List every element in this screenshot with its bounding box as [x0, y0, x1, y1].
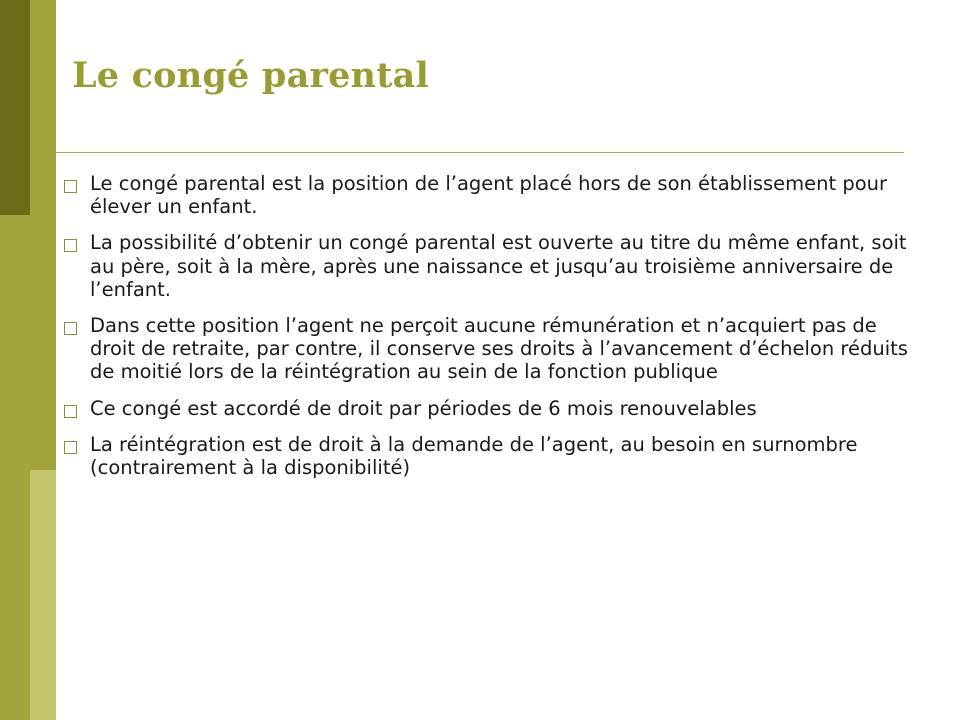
- list-item: [58, 397, 914, 420]
- list-item-text: Le congé parental est la position de l’agent placé hors de son établissement pour élever un enfant.: [90, 172, 888, 219]
- list-item-text: Dans cette position l’agent ne perçoit aucune rémunération et n’acquiert pas de droit de retraite, par contre, il conserve ses droits à l’avancement d’échelon réduits de moitié lors de la réintégration au sein de la fonction publique: [90, 314, 908, 384]
- bullet-list: [58, 172, 914, 492]
- square-bullet-icon: [64, 441, 77, 454]
- list-item: [58, 231, 914, 301]
- square-bullet-icon: [64, 180, 77, 193]
- list-item-text: La réintégration est de droit à la demande de l’agent, au besoin en surnombre (contrairement à la disponibilité): [90, 432, 858, 480]
- list-item: [58, 433, 914, 479]
- square-bullet-icon: [64, 322, 77, 335]
- list-item-text: Ce congé est accordé de droit par périodes de 6 mois renouvelables: [90, 396, 757, 420]
- left-decoration-bar-pale: [30, 470, 56, 720]
- list-item: [58, 172, 914, 218]
- list-item-text: La possibilité d’obtenir un congé parental est ouverte au titre du même enfant, soit au père, soit à la mère, après une naissance et jusqu’au troisième anniversaire de l’enfant.: [90, 231, 907, 301]
- slide-title: Le congé parental: [72, 55, 429, 96]
- left-decoration-bar-olive-lower: [0, 215, 30, 720]
- square-bullet-icon: [64, 239, 77, 252]
- title-divider: [56, 152, 904, 153]
- list-item: [58, 314, 914, 384]
- square-bullet-icon: [64, 405, 77, 418]
